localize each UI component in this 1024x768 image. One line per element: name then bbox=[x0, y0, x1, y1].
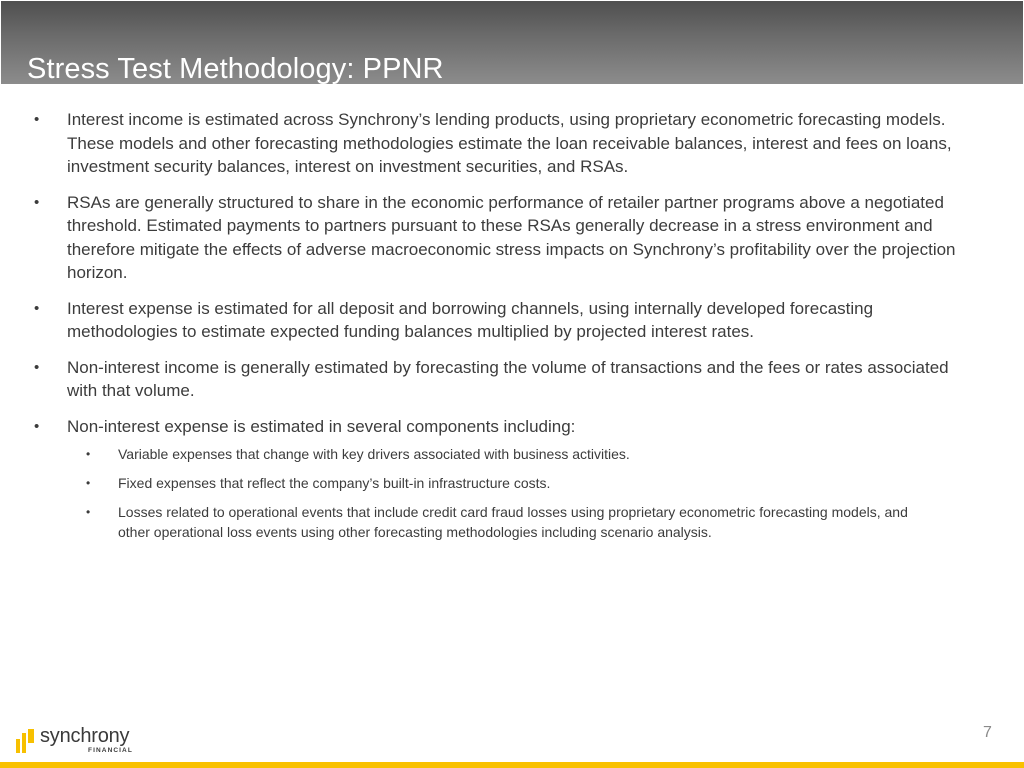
sub-bullet-variable-expenses bbox=[0, 444, 908, 464]
sub-bullet-marker: • bbox=[86, 447, 91, 461]
sub-bullet-marker: • bbox=[86, 476, 91, 490]
logo-subtitle: FINANCIAL bbox=[88, 747, 133, 754]
slide-body bbox=[0, 108, 1024, 551]
bullet-text: Interest income is estimated across Synchrony’s lending products, using proprietary econometric forecasting models. These models and other forecasting methodologies estimate the loan receivable balances, interest and fees on loans, investment security balances, interest on investment securities, and RSAs. bbox=[67, 110, 952, 176]
logo-wordmark: synchrony bbox=[40, 725, 130, 747]
bullet-interest-income bbox=[0, 108, 957, 179]
bullet-marker: • bbox=[34, 111, 40, 128]
synchrony-bars-icon bbox=[16, 727, 36, 753]
sub-bullet-list bbox=[0, 444, 1024, 542]
bullet-marker: • bbox=[34, 358, 40, 376]
bullet-text: Non-interest income is generally estimated by forecasting the volume of transactions and the fees or rates associated with that volume. bbox=[67, 357, 949, 400]
synchrony-logo bbox=[16, 727, 146, 755]
sub-bullet-operational-losses bbox=[0, 502, 908, 542]
bullet-rsas bbox=[0, 191, 957, 285]
slide-header bbox=[1, 1, 1023, 84]
page-number: 7 bbox=[983, 724, 992, 741]
bullet-text: Non-interest expense is estimated in several components including: bbox=[67, 416, 576, 436]
bullet-marker: • bbox=[34, 193, 40, 211]
bullet-interest-expense bbox=[0, 297, 957, 344]
bullet-non-interest-income bbox=[0, 356, 957, 403]
bullet-marker: • bbox=[34, 417, 40, 435]
slide-title: Stress Test Methodology: PPNR bbox=[27, 53, 444, 86]
bullet-text: Interest expense is estimated for all deposit and borrowing channels, using internally developed forecasting methodologies to estimate expected funding balances multiplied by projected interest rates. bbox=[67, 298, 874, 341]
sub-bullet-marker: • bbox=[86, 505, 91, 519]
footer-accent-bar bbox=[0, 762, 1024, 768]
sub-bullet-fixed-expenses bbox=[0, 473, 908, 493]
bullet-text: RSAs are generally structured to share in the economic performance of retailer partner programs above a negotiated threshold. Estimated payments to partners pursuant to these RSAs generally decrease in a stress environment and therefore mitigate the effects of adverse macroeconomic stress impacts on Synchrony’s profitability over the projection horizon. bbox=[67, 192, 956, 282]
sub-bullet-text: Fixed expenses that reflect the company’s built-in infrastructure costs. bbox=[118, 475, 551, 491]
sub-bullet-text: Losses related to operational events that include credit card fraud losses using proprietary econometric forecasting models, and other operational loss events using other forecasting methodologies including scenario analysis. bbox=[118, 504, 908, 540]
sub-bullet-text: Variable expenses that change with key drivers associated with business activities. bbox=[118, 446, 630, 462]
bullet-marker: • bbox=[34, 299, 40, 317]
bullet-non-interest-expense bbox=[0, 415, 957, 439]
